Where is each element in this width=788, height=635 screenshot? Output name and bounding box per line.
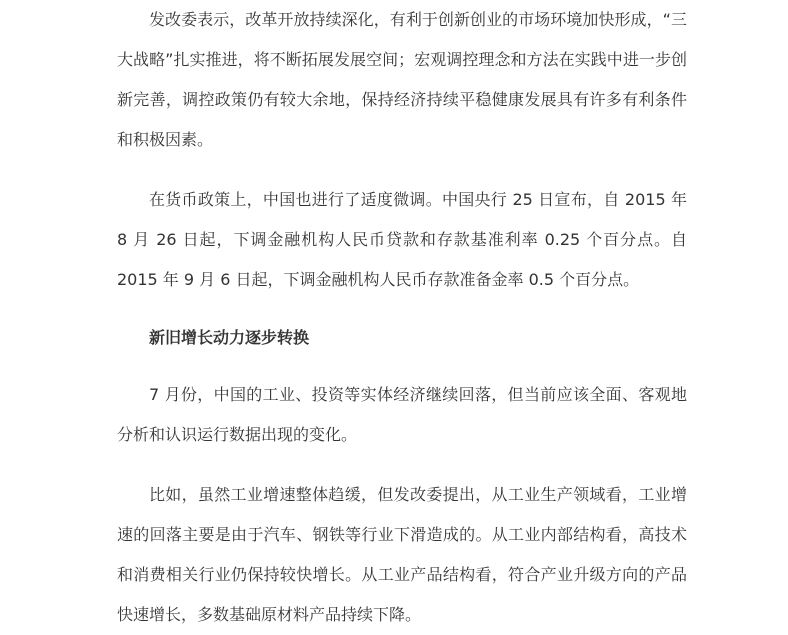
paragraph-industrial-structure: 比如，虽然工业增速整体趋缓，但发改委提出，从工业生产领域看，工业增速的回落主要是由于汽车、钢铁等行业下滑造成的。从工业内部结构看，高技术和消费相关行业仍保持较快增长。从工业产品结构看，符合产业升级方向的产品快速增长，多数基础原材料产品持续下降。 (117, 485, 687, 624)
paragraph-july-economy: 7 月份，中国的工业、投资等实体经济继续回落，但当前应该全面、客观地分析和认识运行数据出现的变化。 (117, 385, 687, 444)
section-heading: 新旧增长动力逐步转换 (149, 328, 310, 347)
paragraph-reform: 发改委表示，改革开放持续深化，有利于创新创业的市场环境加快形成，“三大战略”扎实推进，将不断拓展发展空间；宏观调控理念和方法在实践中进一步创新完善，调控政策仍有较大余地，保持经济持续平稳健康发展具有许多有利条件和积极因素。 (117, 10, 687, 149)
paragraph-monetary-policy: 在货币政策上，中国也进行了适度微调。中国央行 25 日宣布，自 2015 年 8 月 26 日起，下调金融机构人民币贷款和存款基准利率 0.25 个百分点。自 2015 年 9 月 6 日起，下调金融机构人民币存款准备金率 0.5 个百分点。 (117, 190, 687, 289)
